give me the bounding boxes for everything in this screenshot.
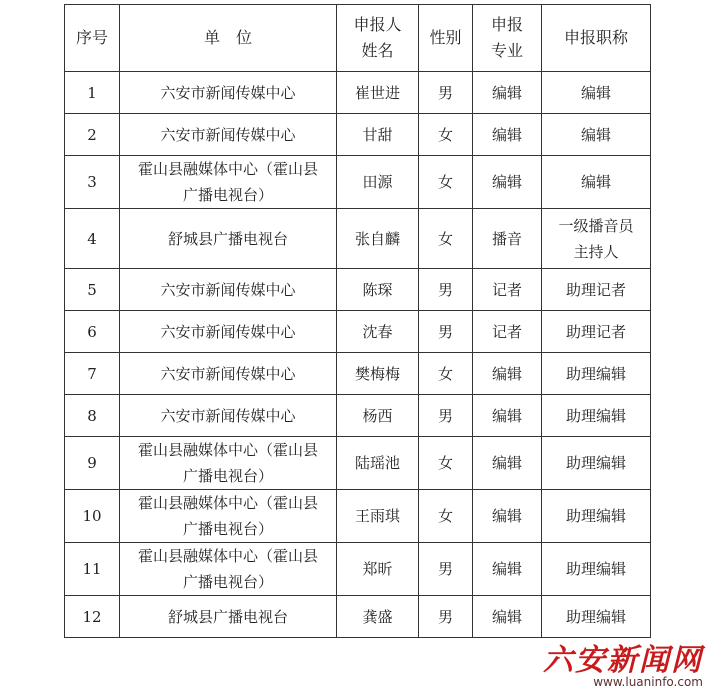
cell-unit: 六安市新闻传媒中心 bbox=[120, 72, 337, 114]
table-row bbox=[65, 353, 651, 395]
table-row bbox=[65, 269, 651, 311]
cell-major: 记者 bbox=[473, 269, 542, 311]
cell-major: 编辑 bbox=[473, 395, 542, 437]
table-row bbox=[65, 72, 651, 114]
cell-major: 编辑 bbox=[473, 72, 542, 114]
cell-index: 6 bbox=[65, 311, 120, 353]
cell-unit: 六安市新闻传媒中心 bbox=[120, 311, 337, 353]
cell-gender: 女 bbox=[419, 114, 473, 156]
table-row bbox=[65, 156, 651, 209]
cell-unit: 霍山县融媒体中心（霍山县 广播电视台） bbox=[120, 156, 337, 209]
table-row bbox=[65, 596, 651, 638]
table-body bbox=[65, 72, 651, 638]
applicant-table bbox=[64, 4, 651, 638]
table-row bbox=[65, 395, 651, 437]
cell-index: 9 bbox=[65, 437, 120, 490]
cell-major: 编辑 bbox=[473, 114, 542, 156]
table-row bbox=[65, 437, 651, 490]
cell-title: 助理编辑 bbox=[542, 395, 651, 437]
cell-index: 12 bbox=[65, 596, 120, 638]
cell-unit: 六安市新闻传媒中心 bbox=[120, 114, 337, 156]
cell-gender: 男 bbox=[419, 269, 473, 311]
cell-title: 助理记者 bbox=[542, 269, 651, 311]
cell-major: 编辑 bbox=[473, 353, 542, 395]
cell-name: 张自麟 bbox=[337, 209, 419, 269]
cell-title: 一级播音员 主持人 bbox=[542, 209, 651, 269]
cell-index: 10 bbox=[65, 490, 120, 543]
cell-unit: 霍山县融媒体中心（霍山县 广播电视台） bbox=[120, 490, 337, 543]
cell-unit: 舒城县广播电视台 bbox=[120, 209, 337, 269]
cell-gender: 男 bbox=[419, 395, 473, 437]
header-applicant-name: 申报人 姓名 bbox=[337, 5, 419, 72]
cell-major: 编辑 bbox=[473, 543, 542, 596]
cell-title: 助理记者 bbox=[542, 311, 651, 353]
cell-gender: 女 bbox=[419, 156, 473, 209]
cell-title: 助理编辑 bbox=[542, 353, 651, 395]
cell-title: 助理编辑 bbox=[542, 490, 651, 543]
cell-major: 记者 bbox=[473, 311, 542, 353]
cell-gender: 女 bbox=[419, 437, 473, 490]
header-gender: 性别 bbox=[419, 5, 473, 72]
cell-name: 田源 bbox=[337, 156, 419, 209]
cell-name: 龚盛 bbox=[337, 596, 419, 638]
cell-major: 播音 bbox=[473, 209, 542, 269]
cell-name: 陆瑶池 bbox=[337, 437, 419, 490]
cell-gender: 女 bbox=[419, 490, 473, 543]
cell-title: 助理编辑 bbox=[542, 437, 651, 490]
site-watermark bbox=[543, 645, 703, 689]
cell-name: 崔世进 bbox=[337, 72, 419, 114]
cell-unit: 六安市新闻传媒中心 bbox=[120, 353, 337, 395]
table-row bbox=[65, 311, 651, 353]
cell-gender: 男 bbox=[419, 543, 473, 596]
cell-gender: 女 bbox=[419, 353, 473, 395]
cell-major: 编辑 bbox=[473, 437, 542, 490]
cell-unit: 六安市新闻传媒中心 bbox=[120, 269, 337, 311]
cell-title: 编辑 bbox=[542, 156, 651, 209]
cell-unit: 霍山县融媒体中心（霍山县 广播电视台） bbox=[120, 437, 337, 490]
header-index: 序号 bbox=[65, 5, 120, 72]
cell-gender: 男 bbox=[419, 596, 473, 638]
cell-title: 编辑 bbox=[542, 114, 651, 156]
cell-name: 樊梅梅 bbox=[337, 353, 419, 395]
table-row bbox=[65, 209, 651, 269]
table-row bbox=[65, 543, 651, 596]
site-url: www.luaninfo.com bbox=[593, 675, 703, 689]
cell-name: 甘甜 bbox=[337, 114, 419, 156]
cell-name: 杨西 bbox=[337, 395, 419, 437]
cell-index: 7 bbox=[65, 353, 120, 395]
cell-index: 4 bbox=[65, 209, 120, 269]
cell-title: 助理编辑 bbox=[542, 543, 651, 596]
cell-index: 3 bbox=[65, 156, 120, 209]
cell-unit: 霍山县融媒体中心（霍山县 广播电视台） bbox=[120, 543, 337, 596]
table-header-row bbox=[65, 5, 651, 72]
cell-major: 编辑 bbox=[473, 490, 542, 543]
cell-index: 2 bbox=[65, 114, 120, 156]
cell-name: 沈春 bbox=[337, 311, 419, 353]
cell-gender: 女 bbox=[419, 209, 473, 269]
cell-index: 5 bbox=[65, 269, 120, 311]
cell-name: 郑昕 bbox=[337, 543, 419, 596]
table-row bbox=[65, 114, 651, 156]
header-title: 申报职称 bbox=[542, 5, 651, 72]
cell-major: 编辑 bbox=[473, 156, 542, 209]
cell-index: 1 bbox=[65, 72, 120, 114]
cell-title: 助理编辑 bbox=[542, 596, 651, 638]
cell-name: 王雨琪 bbox=[337, 490, 419, 543]
cell-index: 8 bbox=[65, 395, 120, 437]
cell-gender: 男 bbox=[419, 311, 473, 353]
cell-gender: 男 bbox=[419, 72, 473, 114]
table-row bbox=[65, 490, 651, 543]
cell-name: 陈琛 bbox=[337, 269, 419, 311]
header-unit: 单 位 bbox=[120, 5, 337, 72]
cell-unit: 舒城县广播电视台 bbox=[120, 596, 337, 638]
cell-title: 编辑 bbox=[542, 72, 651, 114]
site-logo: 六安新闻网 bbox=[543, 643, 703, 678]
header-major: 申报 专业 bbox=[473, 5, 542, 72]
cell-unit: 六安市新闻传媒中心 bbox=[120, 395, 337, 437]
cell-index: 11 bbox=[65, 543, 120, 596]
cell-major: 编辑 bbox=[473, 596, 542, 638]
